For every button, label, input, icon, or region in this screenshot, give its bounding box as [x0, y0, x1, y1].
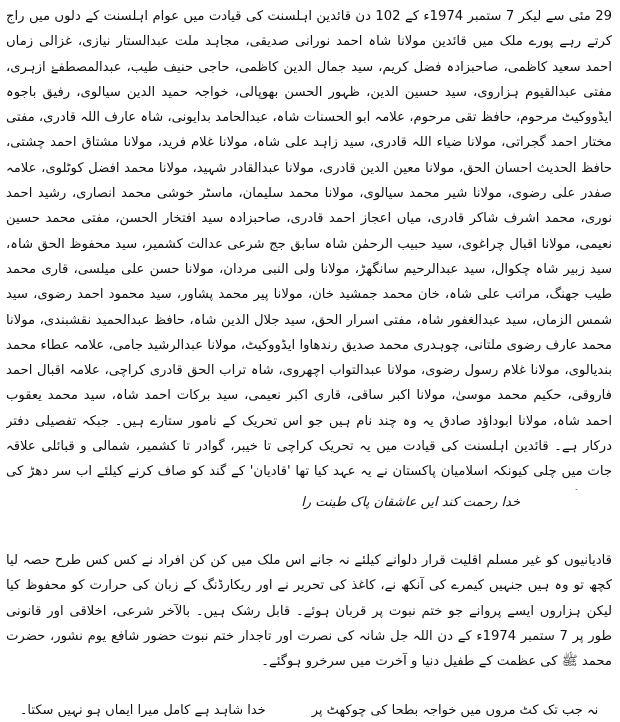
persian-quote-line: خدا رحمت کند ایں عاشقان پاک طینت را [301, 495, 520, 510]
paragraph-finality-of-prophethood: قادیانیوں کو غیر مسلم اقلیت قرار دلوانے کیلئے نہ جانے اس ملک میں کن کن افراد نے کس کس طرح حصہ لیا کچھ تو وہ ہیں جنہیں کیمرے کی آنکھ نے، کاغذ کی تحریر نے اور ریکارڈنگ کے زبان کی حرارت کو محفوظ کیا لیکن ہزاروں ایسے پروانے جو ختم نبوت پر قربان ہوئے۔ قابل رشک ہیں۔ بالآخر شرعی، اخلاقی اور قانونی طور پر 7 ستمبر 1974ء کے دن اللہ جل شانہ کی نصرت اور تاجدار ختم نبوت حضور شافع یوم نشور، حضرت محمد ﷺ کی عظمت کے طفیل دنیا و آخرت میں سرخرو ہوگئے۔ [6, 553, 612, 670]
closing-verse [6, 700, 612, 722]
paragraph-movement-leaders: 29 مئی سے لیکر 7 ستمبر 1974ء کے 102 دن قائدین اہلسنت کی قیادت میں عوام اہلسنت کے دلوں میں راج کرتے رہے پورے ملک میں قائدین مولانا شاہ احمد نورانی صدیقی، مجاہد ملت عبدالستار نیازی، غزالی زماں احمد سعید کاظمی، صاحبزادہ فضل کریم، سید جمال الدین کاظمی، حاجی حنیف طیب، عبدالمصطفےٰ ازہری، مفتی عبدالقیوم ہزاروی، سید حسین الدین، ظہور الحسن بھوپالی، خواجہ حمید الدین سیالوی، رفیق باجوہ ایڈووکیٹ مرحوم، حافظ تقی مرحوم، علامہ ابو الحسنات شاہ، عبدالحامد بدایونی، شاہ عارف اللہ قادری، مفتی مختار احمد گجراتی، مولانا ضیاء اللہ قادری، سید زاہد علی شاہ، مولانا غلام فرید، مولانا مشتاق احمد چشتی، حافظ الحدیث احسان الحق، مولانا معین الدین قادری، مولانا عبدالقادر شہید، مولانا محمد افضل کوٹلوی، علامہ صفدر علی رضوی، مولانا شیر محمد سیالوی، مولانا محمد سلیمان، ماسٹر خوشی محمد انصاری، رشید احمد نوری، محمد اشرف شاکر قادری، میاں اعجاز احمد قادری، صاحبزادہ سید افتخار الحسن، مفتی محمد حسین نعیمی، مولانا اقبال چراغوی، سید حبیب الرحمٰن شاہ سابق جج شرعی عدالت کشمیر، سید محفوظ الحق شاہ، سید زبیر شاہ چکوال، سید عبدالرحیم سانگھڑ، مولانا ولی النبی مردان، مولانا حسن علی میلسی، قاری محمد طیب جھنگ، مراتب علی شاہ، خان محمد جمشید خان، مولانا پیر محمد پشاور، سید محمود احمد رضوی، سید شمس الزماں، سید عبدالغفور شاہ، مفتی اسرار الحق، سید جلال الدین شاہ، حافظ عبدالحمید نقشبندی، مولانا محمد عارف رضوی ملتانی، چوہدری محمد صدیق رندھاوا ایڈووکیٹ، مولانا عبدالرشید جامی، علامہ عطاء محمد بندیالوی، مولانا غلام رسول رضوی، مولانا عبدالتواب اچھروی، شاہ تراب الحق قادری کراچی، علامہ اقبال احمد فاروقی، حکیم محمد موسیٰ، مولانا اکبر ساقی، قاری اکبر نعیمی، سید برکات احمد شاہ، سید محمد یعقوب احمد شاہ، مولانا ابوداؤد صادق یہ وہ چند نام ہیں جو اس تحریک کے نامور ستارے ہیں۔ جبکہ تفصیلی دفتر درکار ہے۔ قائدین اہلسنت کی قیادت میں یہ تحریک کراچی تا خیبر، گوادر تا کشمیر، شمالی و قبائلی علاقہ جات میں چلی کیونکہ اسلامیان پاکستان نے یہ عہد کیا تھا 'قادیان' کے گند کو صاف کرنے کیلئے اب سر دھڑ کی [6, 9, 612, 480]
verse-first-hemistich: نہ جب تک کٹ مروں میں خواجہ بطحا کی چوکھٹ پر [311, 703, 599, 718]
verse-second-hemistich: خدا شاہد ہے کامل میرا ایماں ہو نہیں سکتا۔ [19, 703, 266, 718]
document-page [6, 4, 612, 716]
